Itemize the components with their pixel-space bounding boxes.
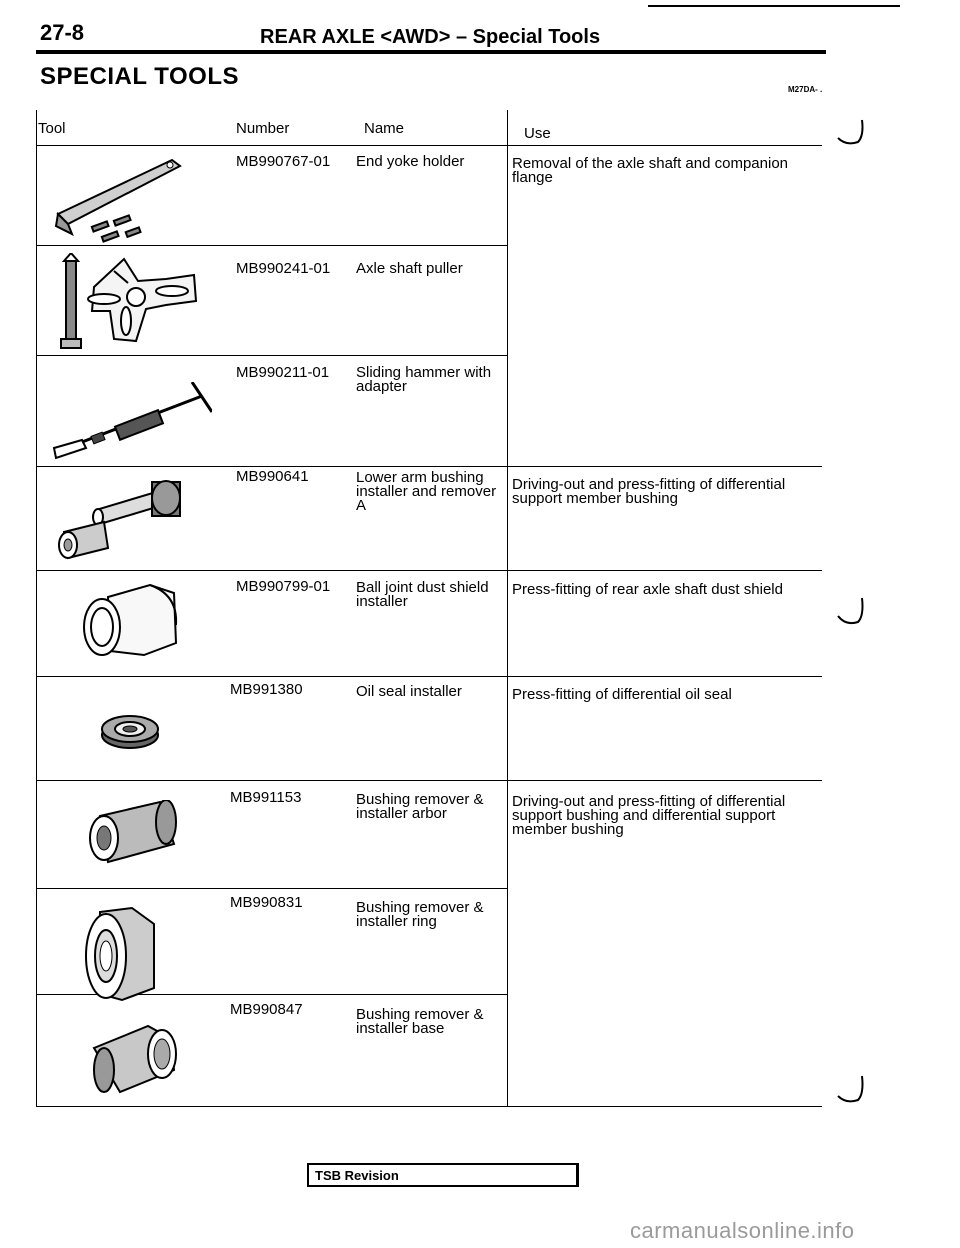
sliding-hammer-icon [52, 382, 212, 462]
axle-shaft-puller-icon [54, 253, 204, 353]
row-divider [36, 570, 822, 571]
header-rule [36, 50, 826, 54]
tool-use: Removal of the axle shaft and companion flange [512, 155, 788, 186]
row-divider [36, 355, 507, 356]
tool-name: Ball joint dust shield installer [356, 579, 489, 610]
tool-number: MB990847 [230, 1001, 303, 1018]
tool-use: Driving-out and press-fitting of differential support bushing and differential support member bushing [512, 793, 786, 838]
column-header-use: Use [524, 125, 551, 142]
tool-name: Bushing remover & installer base [356, 1006, 484, 1037]
tool-name: Bushing remover & installer ring [356, 899, 484, 930]
installer-base-icon [84, 1018, 184, 1098]
tool-name: Lower arm bushing installer and remover A [356, 469, 497, 514]
tool-name: Bushing remover & installer arbor [356, 791, 484, 822]
column-header-name: Name [364, 120, 405, 137]
table-bottom-border [36, 1106, 822, 1107]
tool-number: MB990211-01 [236, 364, 330, 381]
binding-mark [836, 596, 866, 628]
table-left-border [36, 110, 37, 1107]
binding-mark [836, 118, 866, 148]
tool-name: Axle shaft puller [356, 260, 463, 277]
end-yoke-holder-icon [52, 152, 192, 252]
column-header-tool: Tool [38, 120, 66, 137]
tool-number: MB990831 [230, 894, 303, 911]
page-number: 27-8 [40, 20, 85, 45]
dust-shield-installer-icon [80, 581, 180, 666]
tool-number: MB990241-01 [236, 260, 331, 277]
tool-number: MB990641 [236, 468, 309, 485]
tool-number: MB991153 [230, 789, 302, 806]
section-title: SPECIAL TOOLS [40, 63, 239, 90]
row-divider [36, 676, 822, 677]
tsb-revision-label: TSB Revision [315, 1168, 399, 1183]
tool-name: End yoke holder [356, 153, 465, 170]
bushing-installer-remover-icon [56, 476, 196, 566]
row-divider [36, 888, 507, 889]
watermark: carmanualsonline.info [630, 1218, 855, 1243]
tool-number: MB990799-01 [236, 578, 331, 595]
top-rule [648, 5, 900, 7]
tool-name: Oil seal installer [356, 683, 462, 700]
tool-use: Press-fitting of rear axle shaft dust shield [512, 581, 783, 598]
column-header-number: Number [236, 120, 290, 137]
tool-use: Driving-out and press-fitting of differential support member bushing [512, 476, 786, 507]
installer-ring-icon [82, 904, 162, 1004]
oil-seal-installer-icon [100, 711, 164, 751]
installer-arbor-icon [86, 800, 186, 870]
header-underline [36, 145, 822, 146]
tsb-revision-box [307, 1163, 579, 1187]
use-column-divider [507, 110, 508, 1107]
row-divider [36, 466, 822, 467]
tool-number: MB990767-01 [236, 153, 331, 170]
binding-mark [836, 1074, 866, 1106]
header-title: REAR AXLE <AWD> – Special Tools [260, 26, 601, 48]
tool-name: Sliding hammer with adapter [356, 364, 492, 395]
tool-use: Press-fitting of differential oil seal [512, 686, 732, 703]
document-code: M27DA- . [788, 85, 823, 94]
tool-number: MB991380 [230, 681, 303, 698]
row-divider [36, 780, 822, 781]
